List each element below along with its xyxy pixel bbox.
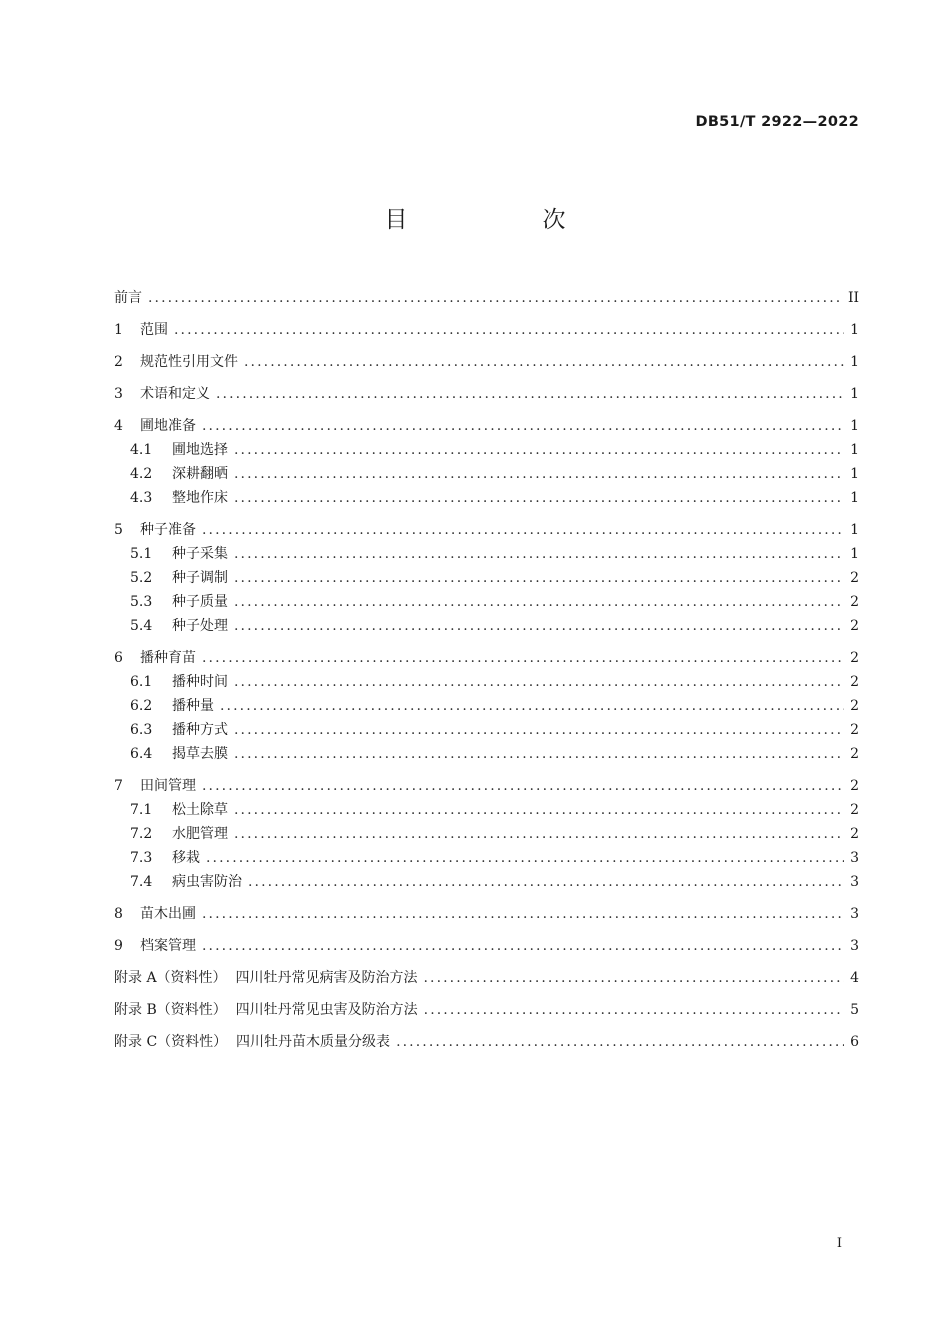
toc-leader-dots xyxy=(202,646,844,670)
toc-entry-label: 附录 A（资料性） 四川牡丹常见病害及防治方法 xyxy=(114,970,418,986)
toc-entry-label: 苗木出圃 xyxy=(140,906,196,922)
toc-entry-number: 4.2 xyxy=(130,466,153,482)
toc-subentry[interactable] xyxy=(114,590,859,614)
toc-entry-label: 播种方式 xyxy=(172,722,228,738)
toc-subentry[interactable] xyxy=(114,542,859,566)
toc-entry-page: 2 xyxy=(850,802,859,818)
toc-entry[interactable] xyxy=(114,646,859,670)
toc-entry-page: 1 xyxy=(850,546,859,562)
toc-entry-number: 4 xyxy=(114,418,123,434)
toc-entry-label: 水肥管理 xyxy=(172,826,228,842)
toc-entry-page: 2 xyxy=(850,746,859,762)
toc-entry-label: 附录 C（资料性） 四川牡丹苗木质量分级表 xyxy=(114,1034,391,1050)
toc-leader-dots xyxy=(234,462,844,486)
toc-entry-page: 6 xyxy=(850,1034,859,1050)
toc-entry-number: 7.3 xyxy=(130,850,153,866)
toc-leader-dots xyxy=(248,870,844,894)
toc-entry[interactable] xyxy=(114,382,859,406)
toc-entry-number: 9 xyxy=(114,938,123,954)
toc-entry-label: 附录 B（资料性） 四川牡丹常见虫害及防治方法 xyxy=(114,1002,418,1018)
toc-entry-label: 前言 xyxy=(114,290,142,306)
toc-entry-appendix[interactable] xyxy=(114,1030,859,1054)
toc-subentry[interactable] xyxy=(114,870,859,894)
toc-leader-dots xyxy=(234,486,844,510)
toc-entry-label: 种子调制 xyxy=(172,570,228,586)
toc-leader-dots xyxy=(202,414,844,438)
document-code: DB51/T 2922—2022 xyxy=(695,114,859,130)
toc-leader-dots xyxy=(234,822,844,846)
toc-entry-label: 播种时间 xyxy=(172,674,228,690)
toc-entry-page: 3 xyxy=(850,874,859,890)
toc-subentry[interactable] xyxy=(114,462,859,486)
toc-entry-number: 6.4 xyxy=(130,746,153,762)
toc-entry-page: 2 xyxy=(850,722,859,738)
toc-leader-dots xyxy=(396,1030,844,1054)
toc-entry-label: 种子准备 xyxy=(140,522,196,538)
toc-entry-page: 1 xyxy=(850,442,859,458)
toc-entry-number: 3 xyxy=(114,386,123,402)
toc-entry-number: 7.4 xyxy=(130,874,153,890)
toc-entry-page: 2 xyxy=(850,650,859,666)
toc-entry-label: 移栽 xyxy=(172,850,200,866)
toc-leader-dots xyxy=(220,694,844,718)
toc-entry[interactable] xyxy=(114,350,859,374)
toc-entry-label: 深耕翻晒 xyxy=(172,466,228,482)
toc-entry-page: 4 xyxy=(850,970,859,986)
toc-entry-label: 种子采集 xyxy=(172,546,228,562)
toc-entry-label: 圃地选择 xyxy=(172,442,228,458)
toc-subentry[interactable] xyxy=(114,846,859,870)
toc-leader-dots xyxy=(202,518,844,542)
toc-entry-number: 6.3 xyxy=(130,722,153,738)
toc-leader-dots xyxy=(234,542,844,566)
toc-leader-dots xyxy=(234,614,844,638)
toc-leader-dots xyxy=(202,934,844,958)
toc-leader-dots xyxy=(206,846,844,870)
toc-entry-page: II xyxy=(847,290,859,306)
toc-leader-dots xyxy=(174,318,844,342)
toc-entry[interactable] xyxy=(114,902,859,926)
toc-subentry[interactable] xyxy=(114,694,859,718)
toc-entry-label: 范围 xyxy=(140,322,168,338)
toc-entry-number: 6.2 xyxy=(130,698,153,714)
toc-entry-number: 5.1 xyxy=(130,546,153,562)
toc-subentry[interactable] xyxy=(114,822,859,846)
toc-leader-dots xyxy=(202,902,844,926)
toc-leader-dots xyxy=(234,718,844,742)
toc-entry-label: 规范性引用文件 xyxy=(140,354,238,370)
toc-entry-page: 2 xyxy=(850,698,859,714)
toc-entry-page: 2 xyxy=(850,618,859,634)
toc-entry-label: 松土除草 xyxy=(172,802,228,818)
toc-entry-page: 5 xyxy=(850,1002,859,1018)
toc-entry-label: 田间管理 xyxy=(140,778,196,794)
toc-leader-dots xyxy=(216,382,844,406)
toc-subentry[interactable] xyxy=(114,486,859,510)
toc-entry[interactable] xyxy=(114,774,859,798)
toc-entry-number: 1 xyxy=(114,322,123,338)
toc-subentry[interactable] xyxy=(114,614,859,638)
toc-entry-page: 1 xyxy=(850,490,859,506)
toc-leader-dots xyxy=(234,742,844,766)
toc-leader-dots xyxy=(234,798,844,822)
toc-leader-dots xyxy=(423,966,844,990)
toc-leader-dots xyxy=(202,774,844,798)
toc-entry-number: 5 xyxy=(114,522,123,538)
toc-entry-number: 8 xyxy=(114,906,123,922)
toc-entry-label: 病虫害防治 xyxy=(172,874,242,890)
toc-entry-page: 2 xyxy=(850,826,859,842)
toc-entry-page: 1 xyxy=(850,522,859,538)
toc-entry[interactable] xyxy=(114,934,859,958)
toc-entry-label: 播种育苗 xyxy=(140,650,196,666)
toc-entry-label: 揭草去膜 xyxy=(172,746,228,762)
toc-entry-number: 2 xyxy=(114,354,123,370)
toc-entry-page: 2 xyxy=(850,570,859,586)
toc-entry-page: 2 xyxy=(850,778,859,794)
toc-entry[interactable] xyxy=(114,318,859,342)
toc-entry-page: 1 xyxy=(850,322,859,338)
page-title: 目 次 xyxy=(384,207,622,233)
toc-leader-dots xyxy=(148,286,842,310)
toc-entry[interactable] xyxy=(114,518,859,542)
toc-leader-dots xyxy=(234,438,844,462)
toc-leader-dots xyxy=(234,590,844,614)
toc-entry-number: 4.1 xyxy=(130,442,153,458)
toc-entry-label: 档案管理 xyxy=(140,938,196,954)
toc-entry-number: 7.2 xyxy=(130,826,153,842)
toc-entry-page: 1 xyxy=(850,386,859,402)
toc-entry-label: 整地作床 xyxy=(172,490,228,506)
toc-entry[interactable] xyxy=(114,414,859,438)
toc-leader-dots xyxy=(234,566,844,590)
toc-subentry[interactable] xyxy=(114,718,859,742)
toc-entry-number: 4.3 xyxy=(130,490,153,506)
toc-subentry[interactable] xyxy=(114,566,859,590)
toc-entry-number: 6 xyxy=(114,650,123,666)
toc-entry-page: 1 xyxy=(850,354,859,370)
toc-subentry[interactable] xyxy=(114,438,859,462)
toc-entry-label: 术语和定义 xyxy=(140,386,210,402)
toc-entry-label: 种子质量 xyxy=(172,594,228,610)
toc-entry-page: 1 xyxy=(850,418,859,434)
toc-subentry[interactable] xyxy=(114,798,859,822)
toc-entry-appendix[interactable] xyxy=(114,998,859,1022)
toc-entry-label: 播种量 xyxy=(172,698,214,714)
toc-entry-number: 6.1 xyxy=(130,674,153,690)
toc-subentry[interactable] xyxy=(114,742,859,766)
toc-entry-foreword[interactable] xyxy=(114,286,859,310)
toc-entry-label: 种子处理 xyxy=(172,618,228,634)
toc-entry-number: 7.1 xyxy=(130,802,153,818)
toc-entry-page: 1 xyxy=(850,466,859,482)
toc-entry-number: 7 xyxy=(114,778,123,794)
page-number: I xyxy=(836,1236,842,1251)
toc-entry-page: 2 xyxy=(850,594,859,610)
toc-entry-page: 2 xyxy=(850,674,859,690)
toc-entry-page: 3 xyxy=(850,850,859,866)
toc-subentry[interactable] xyxy=(114,670,859,694)
toc-leader-dots xyxy=(234,670,844,694)
toc-entry-number: 5.3 xyxy=(130,594,153,610)
toc-entry-page: 3 xyxy=(850,938,859,954)
toc-leader-dots xyxy=(424,998,844,1022)
toc-entry-label: 圃地准备 xyxy=(140,418,196,434)
toc-entry-page: 3 xyxy=(850,906,859,922)
table-of-contents xyxy=(114,286,859,1054)
toc-entry-number: 5.4 xyxy=(130,618,153,634)
toc-entry-appendix[interactable] xyxy=(114,966,859,990)
toc-leader-dots xyxy=(244,350,844,374)
toc-entry-number: 5.2 xyxy=(130,570,153,586)
